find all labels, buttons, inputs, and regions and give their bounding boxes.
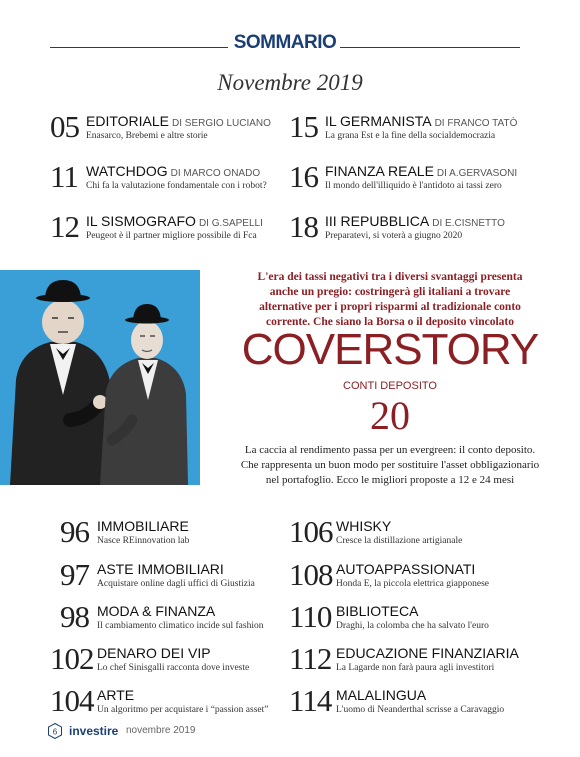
entry-section [325,113,517,129]
entry-page-number: 112 [289,641,332,676]
coverstory-description [205,443,575,488]
header-rule-right [340,47,520,48]
section-name: MALALINGUA [336,687,427,703]
entry-description: Honda E, la piccola elettrica giapponese [336,579,489,589]
entry-description: Acquistare online dagli uffici di Giustizia [97,579,255,589]
entry-page-number: 16 [289,159,318,194]
entry-description: L'uomo di Neanderthal scrisse a Caravaggio [336,705,505,715]
toc-entry-denaro-dei-vip[interactable] [50,642,290,682]
toc-entry-immobiliare[interactable] [60,515,290,555]
entry-page-number: 108 [289,557,333,592]
entry-author: DI FRANCO TATÒ [434,118,518,129]
intro-line: corrente. Che siano la Borsa o il deposito vincolato [266,316,514,328]
entry-description: Un algoritmo per acquistare i “passion asset” [97,705,269,715]
section-name: IL SISMOGRAFO [86,213,196,229]
entry-page-number: 15 [289,109,318,144]
toc-entry-finanza-reale[interactable] [289,160,529,200]
toc-entry-biblioteca[interactable] [289,600,529,640]
section-name: FINANZA REALE [325,163,434,179]
entry-description: Cresce la distillazione artigianale [336,536,463,546]
issue-month: Novembre 2019 [217,70,363,95]
brand-logo: investire [69,724,119,738]
entry-page-number: 106 [289,514,333,549]
footer-page-number: 6 [52,727,58,737]
toc-entry-moda-finanza[interactable] [60,600,290,640]
entry-author: DI G.SAPELLI [198,218,263,229]
entry-page-number: 102 [50,641,94,676]
toc-entry-sismografo[interactable] [50,210,290,250]
entry-page-number: 11 [50,159,78,194]
coverstory-photo [0,270,200,485]
desc-line: nel portafoglio. Ecco le migliori proposte a 12 e 24 mesi [265,474,515,486]
section-name: AUTOAPPASSIONATI [336,561,476,577]
entry-section [86,163,260,179]
entry-description: Preparatevi, si voterà a giugno 2020 [325,231,463,241]
entry-author: DI A.GERVASONI [436,168,518,179]
section-name: WHISKY [336,518,392,534]
toc-entry-autoappassionati[interactable] [289,558,529,598]
entry-page-number: 05 [50,109,79,144]
entry-page-number: 98 [60,599,89,634]
toc-entry-arte[interactable] [50,684,290,724]
entry-description: Draghi, la colomba che ha salvato l'euro [336,621,489,631]
entry-description: La Lagarde non farà paura agli investitori [336,663,495,673]
page-title: SOMMARIO [233,32,337,53]
entry-description: Enasarco, Brebemi e altre storie [86,131,208,141]
two-men-illustration [0,270,200,485]
toc-entry-editoriale[interactable] [50,110,290,150]
intro-line: L'era dei tassi negativi tra i diversi svantaggi presenta [257,271,523,283]
section-name: BIBLIOTECA [336,603,419,619]
entry-description: Chi fa la valutazione fondamentale con i robot? [86,181,267,191]
footer-date: novembre 2019 [126,725,196,736]
page-footer [48,723,298,743]
coverstory-subtitle[interactable]: CONTI DEPOSITO [343,380,437,392]
section-name: DENARO DEI VIP [97,645,211,661]
toc-entry-educazione-finanziaria[interactable] [289,642,529,682]
entry-description: La grana Est e la fine della socialdemocrazia [325,131,496,141]
entry-section [325,163,517,179]
coverstory-title: COVERSTORY [241,325,539,374]
section-name: ASTE IMMOBILIARI [97,561,224,577]
section-name: III REPUBBLICA [325,213,430,229]
sommario-header [50,32,520,56]
entry-section [325,213,505,229]
toc-entry-aste-immobiliari[interactable] [60,558,290,598]
section-name: WATCHDOG [86,163,168,179]
entry-page-number: 114 [289,683,332,718]
intro-line: alternative per i propri risparmi al tradizionale conto [259,301,521,313]
toc-entry-germanista[interactable] [289,110,529,150]
desc-line: La caccia al rendimento passa per un evergreen: il conto deposito. [244,444,536,456]
intro-line: anche un pregio: costringerà gli italiani a trovare [269,286,511,298]
section-name: IL GERMANISTA [325,113,432,129]
entry-page-number: 97 [60,557,89,592]
entry-page-number: 104 [50,683,94,718]
entry-page-number: 110 [289,599,332,634]
desc-line: Che rappresenta un buon modo per sostituire l'asset obbligazionario [240,459,540,471]
entry-section [86,113,271,129]
toc-entry-watchdog[interactable] [50,160,290,200]
entry-page-number: 18 [289,209,318,244]
entry-author: DI SERGIO LUCIANO [172,118,271,129]
entry-section [86,213,263,229]
section-name: IMMOBILIARE [97,518,189,534]
entry-author: DI MARCO ONADO [170,168,261,179]
toc-entry-whisky[interactable] [289,515,529,555]
entry-description: Il mondo dell'illiquido è l'antidoto ai tassi zero [325,181,502,191]
section-name: ARTE [97,687,135,703]
section-name: MODA & FINANZA [97,603,216,619]
entry-page-number: 12 [50,209,79,244]
entry-description: Lo chef Sinisgalli racconta dove investe [97,663,250,673]
coverstory-page-number[interactable]: 20 [370,393,410,438]
entry-description: Peugeot è il partner migliore possibile di Fca [86,231,257,241]
entry-page-number: 96 [60,514,89,549]
entry-author: DI E.CISNETTO [432,218,505,229]
section-name: EDUCAZIONE FINANZIARIA [336,645,519,661]
toc-entry-malalingua[interactable] [289,684,529,724]
entry-description: Il cambiamento climatico incide sul fashion [97,621,264,631]
coverstory-intro [200,270,580,330]
page-number-hexagon-icon [48,723,62,739]
entry-description: Nasce REinnovation lab [97,536,190,546]
toc-entry-iii-repubblica[interactable] [289,210,529,250]
section-name: EDITORIALE [86,113,169,129]
